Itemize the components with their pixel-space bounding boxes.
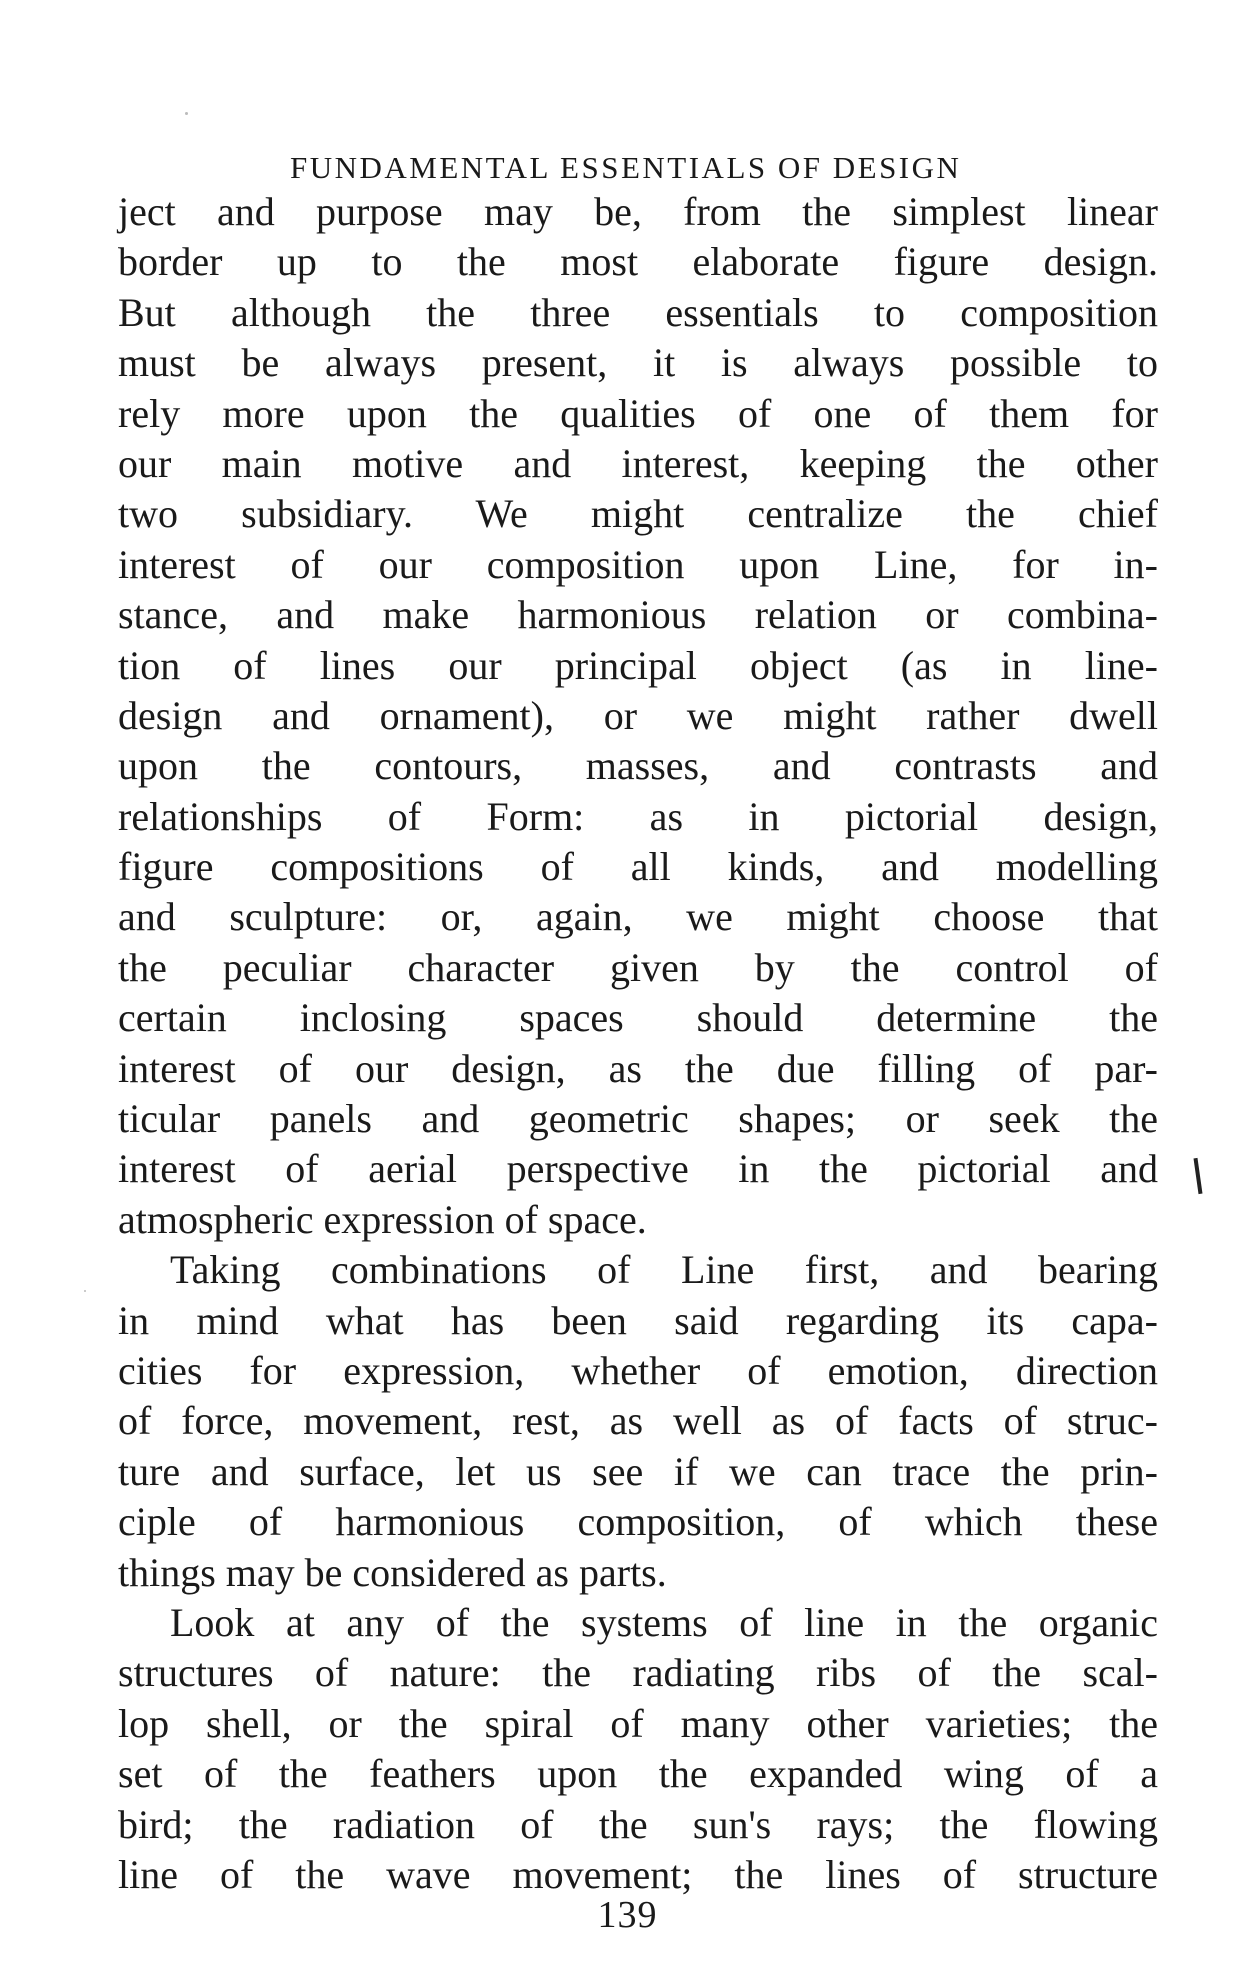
text-line: stance, and make harmonious relation or combina-: [118, 592, 1158, 638]
paragraph-1: [118, 187, 1158, 1245]
text-line: atmospheric expression of space.: [118, 1196, 647, 1242]
text-line: line of the wave movement; the lines of structure: [118, 1851, 1158, 1897]
text-line: of force, movement, rest, as well as of facts of struc-: [118, 1398, 1158, 1444]
text-line: tion of lines our principal object (as in line-: [118, 642, 1158, 688]
text-line: structures of nature: the radiating ribs of the scal-: [118, 1650, 1158, 1696]
text-line: ture and surface, let us see if we can trace the prin-: [118, 1448, 1158, 1494]
text-line: our main motive and interest, keeping the other: [118, 440, 1158, 486]
text-line: Taking combinations of Line first, and bearing: [170, 1247, 1158, 1293]
text-line: things may be considered as parts.: [118, 1549, 667, 1595]
body-text: [118, 187, 1158, 1900]
text-line: Look at any of the systems of line in the organic: [170, 1599, 1158, 1645]
text-line: set of the feathers upon the expanded wing of a: [118, 1751, 1158, 1797]
text-line: ject and purpose may be, from the simplest linear: [118, 189, 1158, 234]
text-line: upon the contours, masses, and contrasts and: [118, 743, 1158, 789]
paragraph-3: [118, 1598, 1158, 1900]
text-line: two subsidiary. We might centralize the chief: [118, 491, 1158, 537]
text-line: But although the three essentials to composition: [118, 289, 1158, 335]
text-line: lop shell, or the spiral of many other varieties; the: [118, 1700, 1158, 1746]
text-line: interest of our composition upon Line, for in-: [118, 541, 1158, 587]
text-line: cities for expression, whether of emotion, direction: [118, 1347, 1158, 1393]
running-head: FUNDAMENTAL ESSENTIALS OF DESIGN: [290, 150, 962, 185]
text-line: ticular panels and geometric shapes; or seek the: [118, 1096, 1158, 1142]
text-line: must be always present, it is always possible to: [118, 340, 1158, 386]
text-line: interest of our design, as the due filling of par-: [118, 1045, 1158, 1091]
text-line: certain inclosing spaces should determine the: [118, 995, 1158, 1041]
text-line: rely more upon the qualities of one of them for: [118, 390, 1158, 436]
text-line: border up to the most elaborate figure design.: [118, 239, 1158, 285]
paragraph-2: [118, 1245, 1158, 1598]
margin-mark: [1194, 1158, 1203, 1194]
text-line: relationships of Form: as in pictorial design,: [118, 793, 1158, 839]
text-line: ciple of harmonious composition, of which these: [118, 1499, 1158, 1545]
paper-speck: [84, 1290, 86, 1292]
page-number: 139: [597, 1894, 658, 1936]
text-line: in mind what has been said regarding its capa-: [118, 1297, 1158, 1343]
text-line: the peculiar character given by the control of: [118, 944, 1158, 990]
text-line: bird; the radiation of the sun's rays; the flowing: [118, 1801, 1158, 1847]
text-line: design and ornament), or we might rather dwell: [118, 692, 1158, 738]
text-line: and sculpture: or, again, we might choose that: [118, 894, 1158, 940]
text-line: interest of aerial perspective in the pictorial and: [118, 1146, 1158, 1192]
paper-speck: [185, 112, 188, 115]
text-line: figure compositions of all kinds, and modelling: [118, 844, 1158, 890]
